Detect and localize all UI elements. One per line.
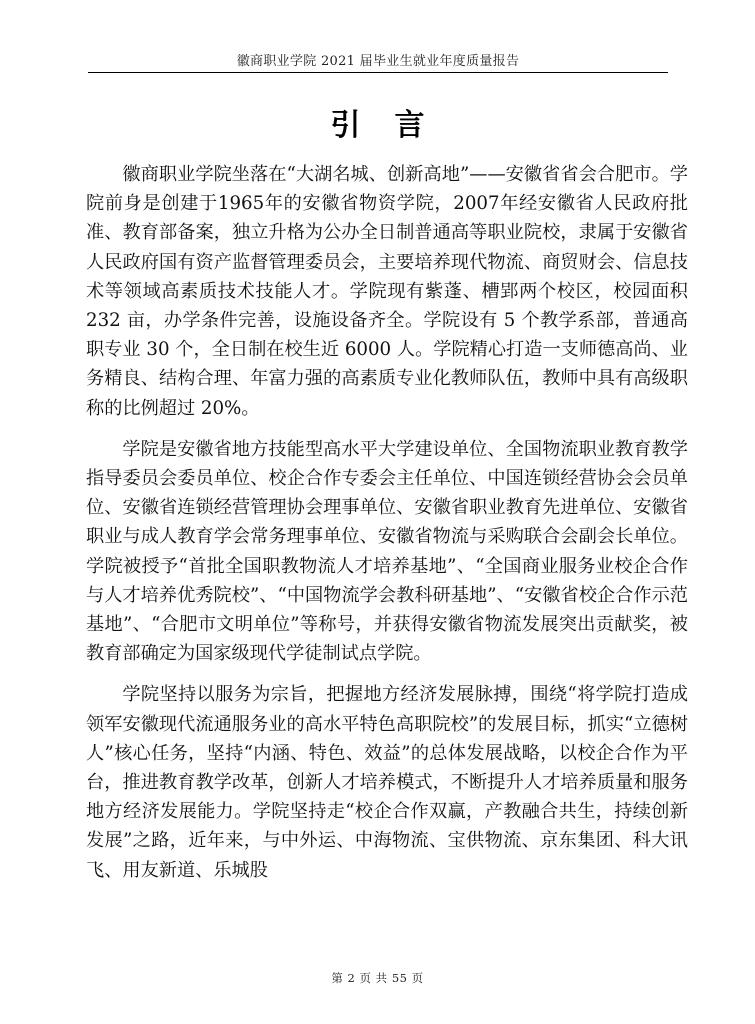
section-title: 引言 <box>330 108 459 143</box>
body-text <box>86 160 688 897</box>
page-number-footer: 第 2 页 共 55 页 <box>331 971 424 985</box>
header-divider <box>88 72 668 73</box>
paragraph-1: 徽商职业学院坐落在“大湖名城、创新高地”——安徽省省会合肥市。学院前身是创建于1965年的安徽省物资学院，2007年经安徽省人民政府批准、教育部备案，独立升格为公办全日制普通高等职业院校，隶属于安徽省人民政府国有资产监督管理委员会，主要培养现代物流、商贸财会、信息技术等领域高素质技术技能人才。学院现有紫蓬、槽郢两个校区，校园面积 232 亩，办学条件完善，设施设备齐全。学院设有 5 个教学系部，普通高职专业 30 个，全日制在校生近 6000 人。学院精心打造一支师德高尚、业务精良、结构合理、年富力强的高素质专业化教师队伍，教师中具有高级职称的比例超过 20%。 <box>86 164 688 419</box>
paragraph-3: 学院坚持以服务为宗旨，把握地方经济发展脉搏，围绕“将学院打造成领军安徽现代流通服务业的高水平特色高职院校”的发展目标，抓实“立德树人”核心任务，坚持“内涵、特色、效益”的总体发展战略，以校企合作为平台，推进教育教学改革，创新人才培养模式，不断提升人才培养质量和服务地方经济发展能力。学院坚持走“校企合作双赢，产教融合共生，持续创新发展”之路，近年来，与中外运、中海物流、宝供物流、京东集团、科大讯飞、用友新道、乐城股 <box>86 684 688 881</box>
paragraph-2: 学院是安徽省地方技能型高水平大学建设单位、全国物流职业教育教学指导委员会委员单位、校企合作专委会主任单位、中国连锁经营协会会员单位、安徽省连锁经营管理协会理事单位、安徽省职业教育先进单位、安徽省职业与成人教育学会常务理事单位、安徽省物流与采购联合会副会长单位。学院被授予“首批全国职教物流人才培养基地”、“全国商业服务业校企合作与人才培养优秀院校”、“中国物流学会教科研基地”、“安徽省校企合作示范基地”、“合肥市文明单位”等称号，并获得安徽省物流发展突出贡献奖，被教育部确定为国家级现代学徒制试点学院。 <box>86 438 688 665</box>
running-header: 徽商职业学院 2021 届毕业生就业年度质量报告 <box>236 54 520 69</box>
